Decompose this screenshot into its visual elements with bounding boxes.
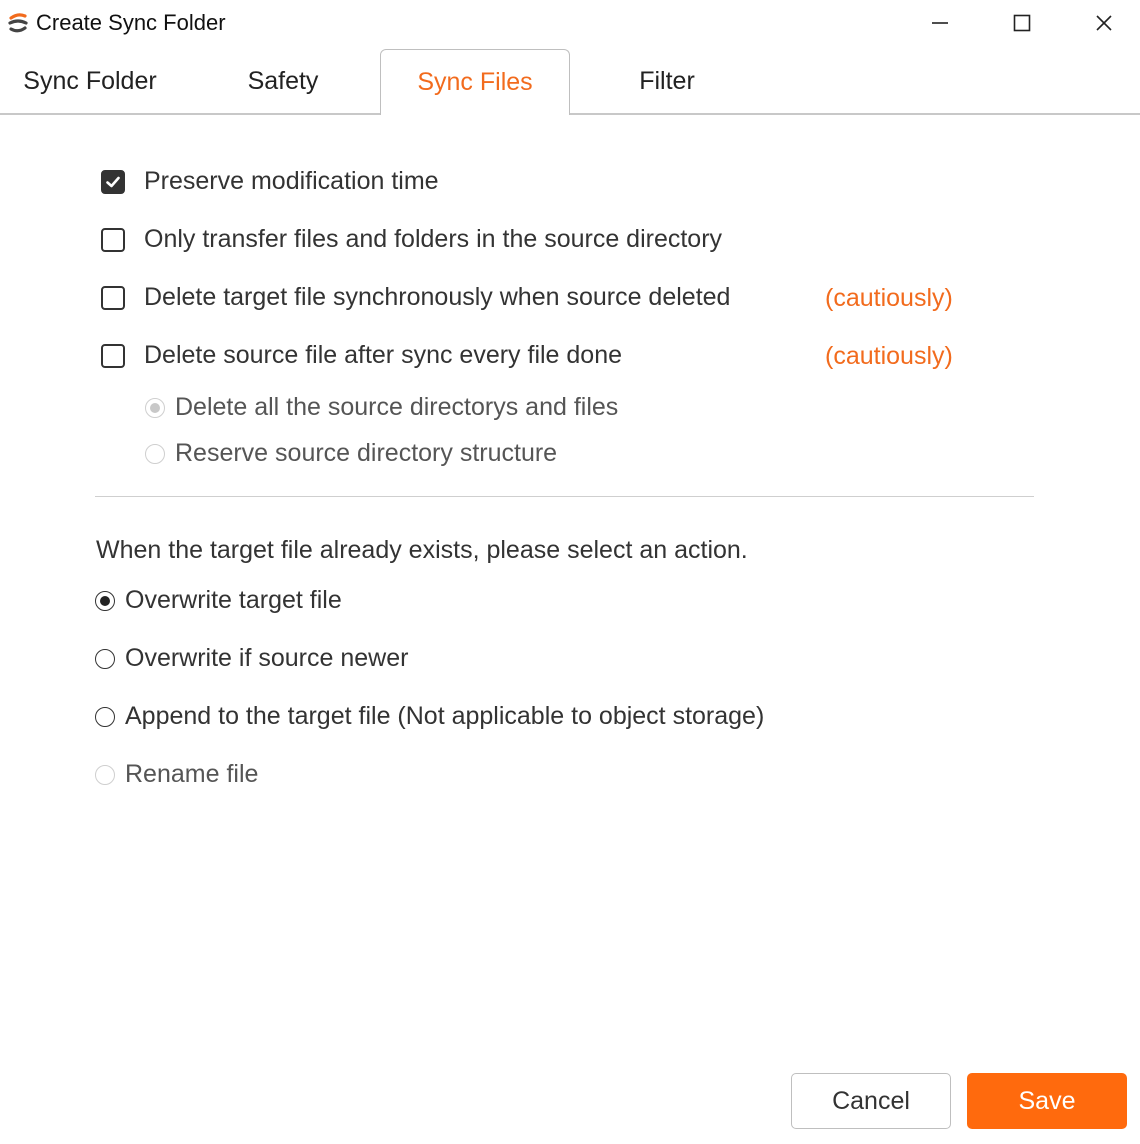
preserve-mtime-option[interactable] xyxy=(101,167,439,196)
caution-note: (cautiously) xyxy=(825,284,953,312)
delete-all-source-radio[interactable] xyxy=(145,398,165,418)
reserve-structure-radio[interactable] xyxy=(145,444,165,464)
delete-all-source-label: Delete all the source directorys and files xyxy=(175,393,619,421)
caution-note: (cautiously) xyxy=(825,342,953,370)
append-target-label: Append to the target file (Not applicable to object storage) xyxy=(125,702,765,730)
overwrite-if-newer-option[interactable] xyxy=(95,644,408,673)
tab-bar xyxy=(0,48,1140,114)
minimize-button[interactable] xyxy=(920,5,960,41)
checkmark-icon xyxy=(105,174,121,190)
delete-source-after-label: Delete source file after sync every file done xyxy=(144,341,623,369)
tab-safety[interactable]: Safety xyxy=(247,66,319,95)
maximize-icon xyxy=(1013,14,1031,32)
section-divider xyxy=(95,496,1034,497)
delete-source-after-option[interactable] xyxy=(101,341,622,370)
tab-divider xyxy=(0,113,1140,115)
close-icon xyxy=(1095,14,1113,32)
tab-filter[interactable]: Filter xyxy=(639,66,695,95)
delete-source-after-checkbox[interactable] xyxy=(101,344,125,368)
overwrite-if-newer-radio[interactable] xyxy=(95,649,115,669)
append-target-option[interactable] xyxy=(95,702,764,731)
rename-file-option[interactable] xyxy=(95,760,258,789)
preserve-mtime-checkbox[interactable] xyxy=(101,170,125,194)
cancel-button[interactable]: Cancel xyxy=(791,1073,951,1129)
reserve-structure-label: Reserve source directory structure xyxy=(175,439,558,467)
save-button[interactable]: Save xyxy=(967,1073,1127,1129)
title-bar xyxy=(0,0,1140,46)
overwrite-target-label: Overwrite target file xyxy=(125,586,342,614)
tab-sync-folder[interactable]: Sync Folder xyxy=(23,66,157,95)
close-button[interactable] xyxy=(1084,5,1124,41)
preserve-mtime-label: Preserve modification time xyxy=(144,167,439,195)
reserve-structure-option[interactable] xyxy=(145,439,557,468)
window-title: Create Sync Folder xyxy=(36,10,226,35)
overwrite-target-radio[interactable] xyxy=(95,591,115,611)
only-source-dir-option[interactable] xyxy=(101,225,722,254)
delete-target-sync-option[interactable] xyxy=(101,283,730,312)
tab-sync-files[interactable]: Sync Files xyxy=(380,49,570,115)
delete-all-source-option[interactable] xyxy=(145,393,618,422)
delete-target-sync-label: Delete target file synchronously when source deleted xyxy=(144,283,731,311)
overwrite-target-option[interactable] xyxy=(95,586,342,615)
append-target-radio[interactable] xyxy=(95,707,115,727)
maximize-button[interactable] xyxy=(1002,5,1042,41)
minimize-icon xyxy=(931,14,949,32)
delete-target-sync-checkbox[interactable] xyxy=(101,286,125,310)
stacked-s-logo-icon xyxy=(7,13,29,33)
only-source-dir-label: Only transfer files and folders in the source directory xyxy=(144,225,723,253)
rename-file-radio[interactable] xyxy=(95,765,115,785)
overwrite-if-newer-label: Overwrite if source newer xyxy=(125,644,409,672)
exists-action-prompt: When the target file already exists, please select an action. xyxy=(96,536,748,564)
only-source-dir-checkbox[interactable] xyxy=(101,228,125,252)
rename-file-label: Rename file xyxy=(125,760,259,788)
